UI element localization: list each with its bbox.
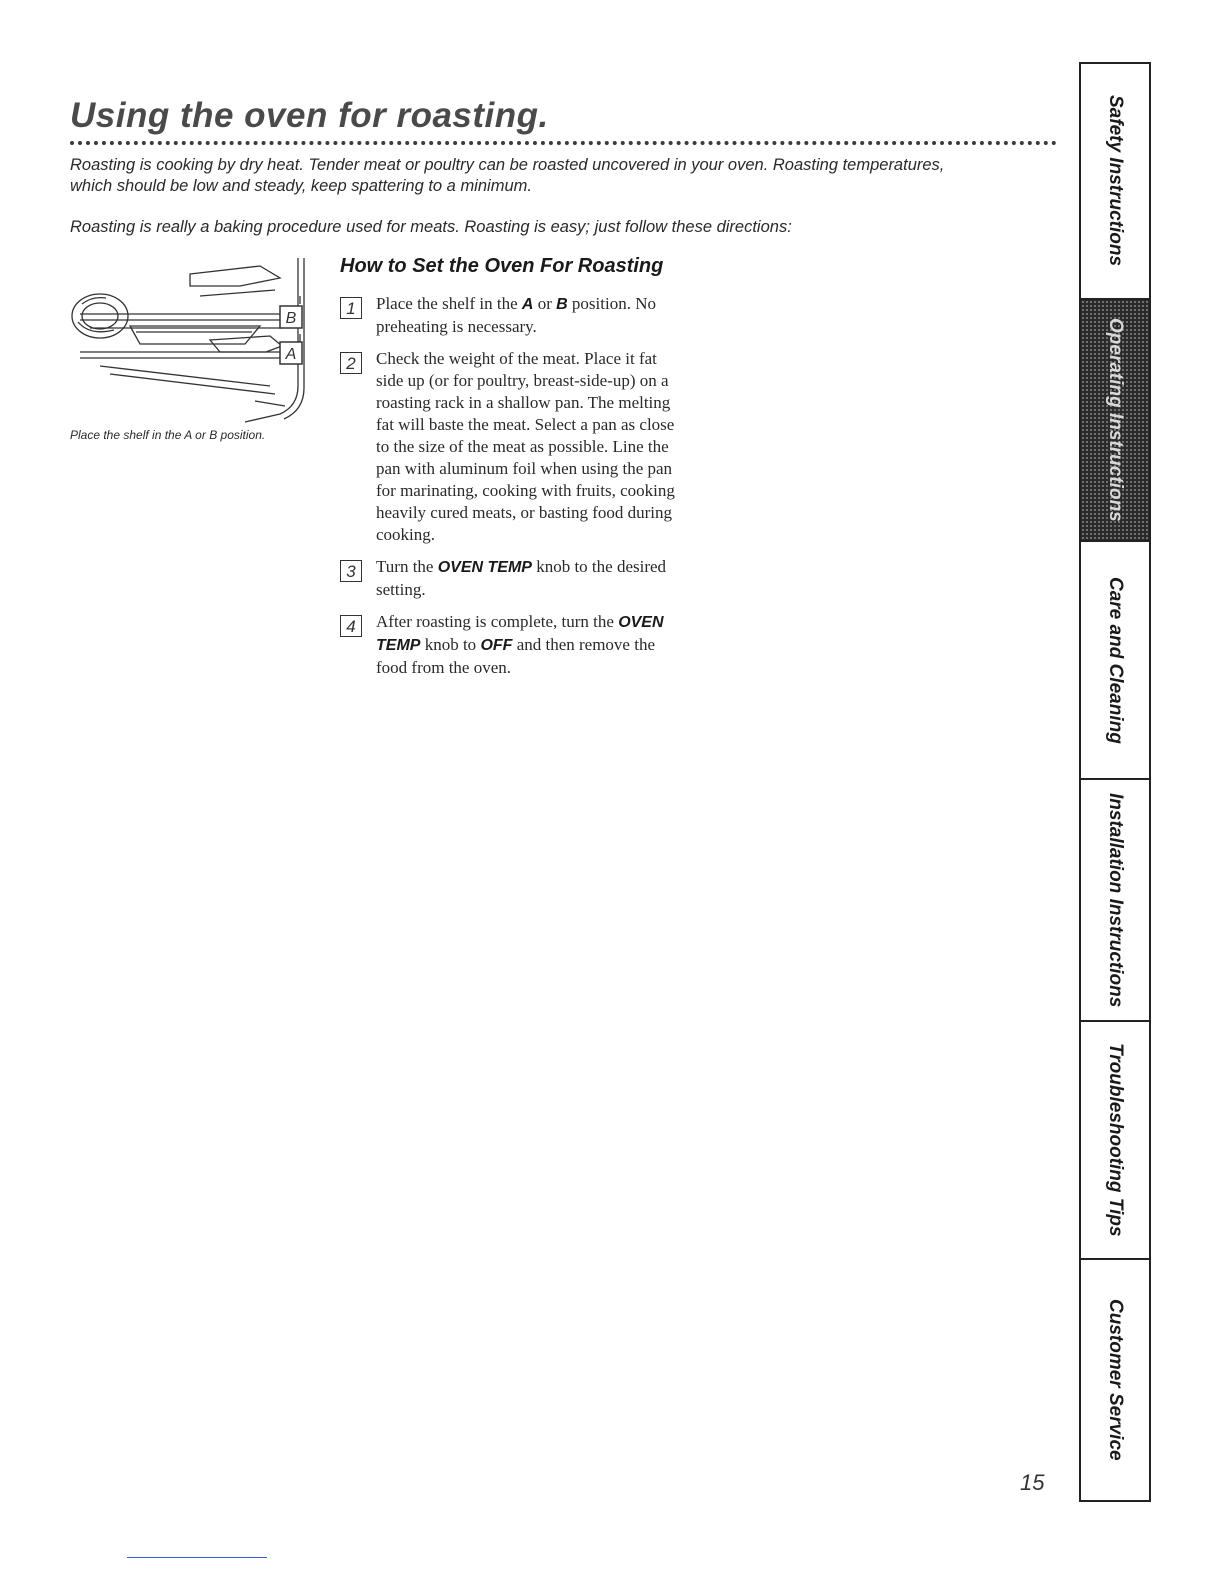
tab-label: Installation Instructions	[1105, 792, 1126, 1008]
step-number-box: 2	[340, 352, 362, 374]
tab-label: Troubleshooting Tips	[1105, 1043, 1126, 1237]
oven-shelf-illustration	[70, 256, 320, 424]
tab-operating-instructions[interactable]	[1081, 300, 1149, 542]
shelf-a-label: A	[285, 346, 297, 363]
tab-troubleshooting-tips[interactable]	[1081, 1022, 1149, 1260]
step-3	[340, 556, 700, 601]
step-2	[340, 348, 700, 546]
step-number-box: 1	[340, 297, 362, 319]
keyword-oven-temp: OVEN TEMP	[376, 614, 664, 654]
tab-installation-instructions[interactable]	[1081, 780, 1149, 1022]
page-title: Using the oven for roasting.	[70, 96, 549, 135]
intro-paragraph-1: Roasting is cooking by dry heat. Tender meat or poultry can be roasted uncovered in your oven. Roasting temperatures, which should be low and steady, keep spattering to a minimum.	[70, 156, 945, 195]
step-text: After roasting is complete, turn the OVEN TEMP knob to OFF and then remove the food from the oven.	[376, 612, 664, 677]
tab-care-and-cleaning[interactable]	[1081, 542, 1149, 780]
tab-customer-service[interactable]	[1081, 1260, 1149, 1500]
keyword-a: A	[521, 296, 534, 313]
title-divider	[70, 141, 1057, 145]
tab-label: Safety Instructions	[1105, 95, 1126, 267]
section-heading: How to Set the Oven For Roasting	[340, 255, 664, 277]
step-number-box: 4	[340, 615, 362, 637]
bottom-link-underline	[127, 1557, 267, 1558]
step-1	[340, 293, 700, 338]
step-text: Turn the OVEN TEMP knob to the desired setting.	[376, 557, 667, 599]
steps-list	[340, 293, 700, 689]
shelf-b-label: B	[285, 310, 297, 327]
step-text: Check the weight of the meat. Place it fat side up (or for poultry, breast-side-up) on a roasting rack in a shallow pan. The melting fat will baste the meat. Select a pan as close to the size of the meat as possible. Line the pan with aluminum foil when using the pan for marinating, cooking with fruits, cooking heavily cured meats, or basting food during cooking.	[376, 349, 675, 544]
oven-roast-drawing	[70, 256, 320, 424]
tab-safety-instructions[interactable]	[1081, 64, 1149, 300]
keyword-off: OFF	[480, 637, 513, 654]
keyword-b: B	[556, 296, 568, 313]
keyword-oven-temp: OVEN TEMP	[437, 559, 532, 576]
section-tabs	[1079, 62, 1151, 1502]
tab-label: Customer Service	[1105, 1299, 1126, 1461]
tab-label: Operating Instructions	[1105, 318, 1126, 522]
step-text: Place the shelf in the A or B position. No preheating is necessary.	[376, 294, 656, 336]
tab-label: Care and Cleaning	[1105, 576, 1126, 744]
figure-caption: Place the shelf in the A or B position.	[70, 428, 266, 442]
intro-paragraph-2: Roasting is really a baking procedure used for meats. Roasting is easy; just follow these directions:	[70, 218, 792, 236]
step-number-box: 3	[340, 560, 362, 582]
page-number: 15	[1020, 1470, 1045, 1495]
step-4	[340, 611, 700, 679]
